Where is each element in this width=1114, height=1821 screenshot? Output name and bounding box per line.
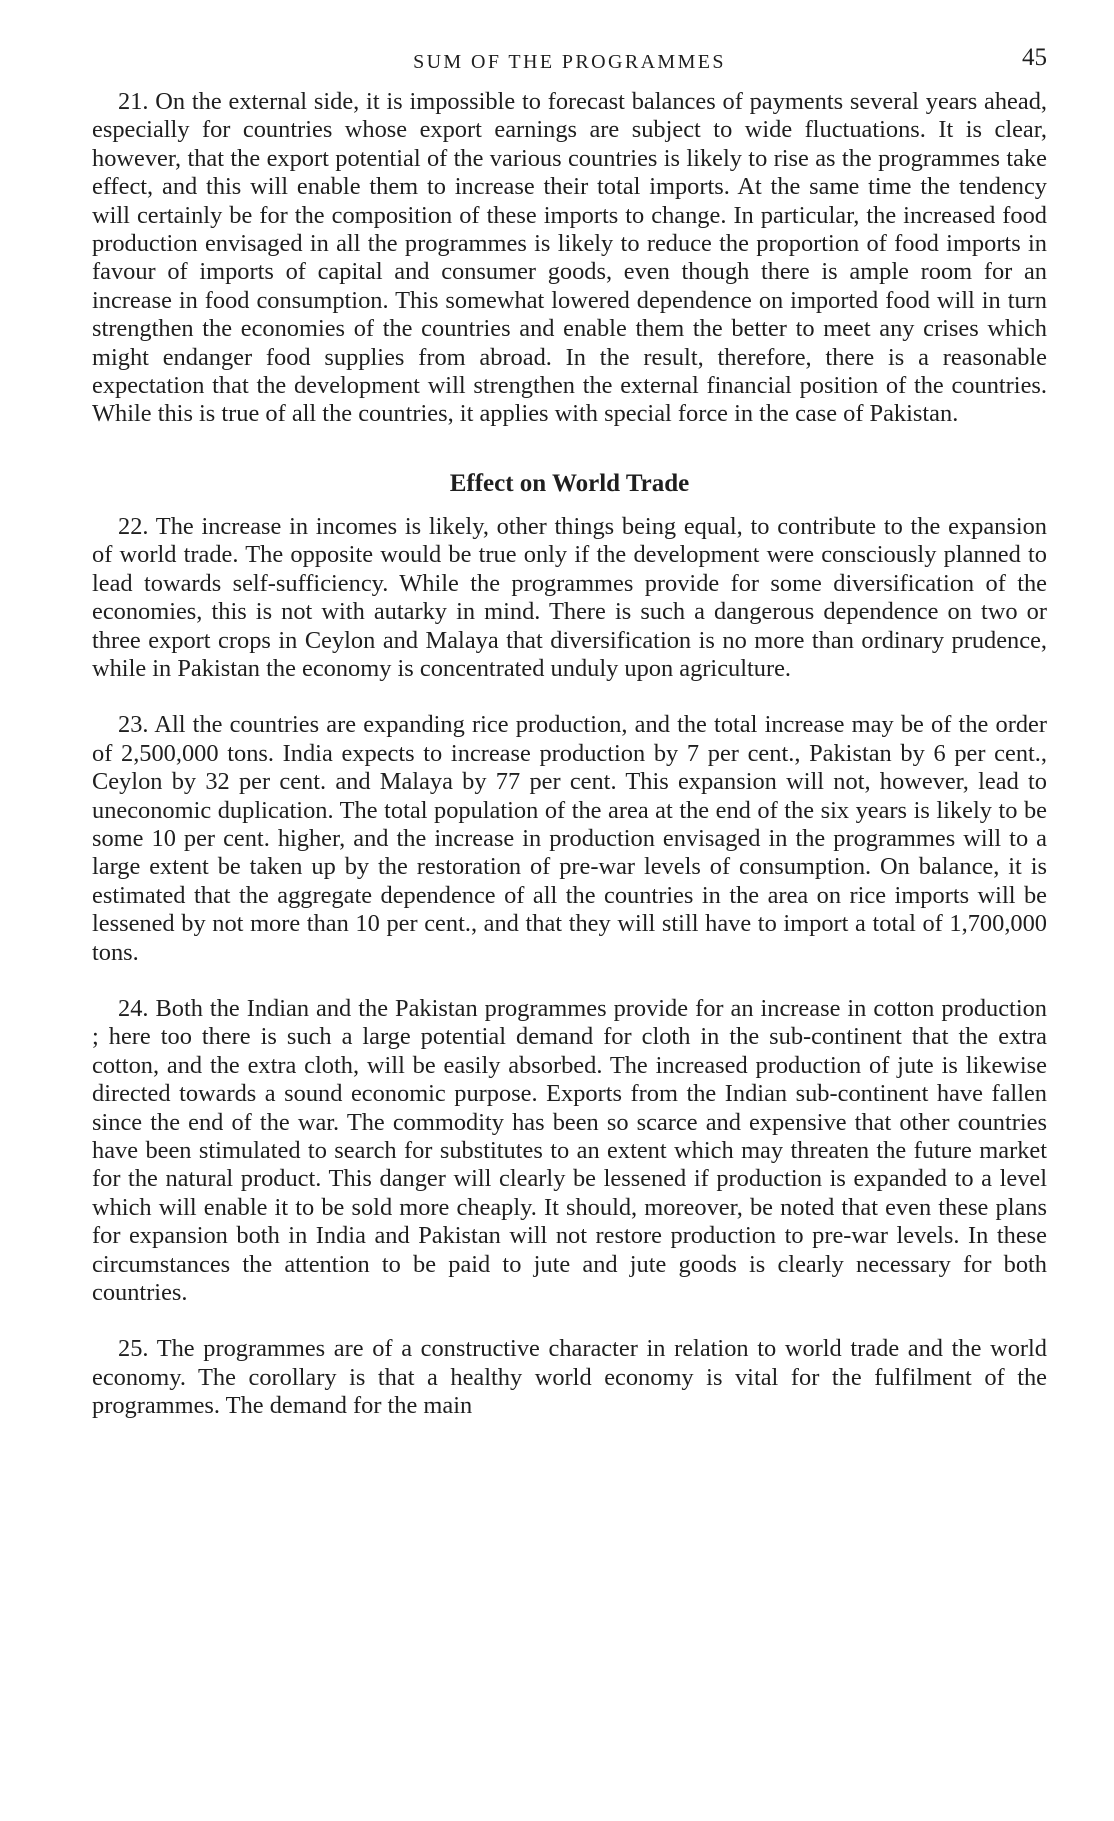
paragraph-21: 21. On the external side, it is impossible to forecast balances of payments several years ahead, especially for countries whose export earnings are subject to wide fluctuations. It is clear, however, that the export potential of the various countries is likely to rise as the programmes take effect, and this will enable them to increase their total imports. At the same time the tendency will certainly be for the composition of these imports to change. In particular, the increased food production envisaged in all the programmes is likely to reduce the proportion of food imports in favour of imports of capital and consumer goods, even though there is ample room for an increase in food consumption. This somewhat lowered dependence on imported food will in turn strengthen the economies of the countries and enable them the better to meet any crises which might endanger food supplies from abroad. In the result, therefore, there is a reasonable expectation that the development will strengthen the external financial position of the countries. While this is true of all the countries, it applies with special force in the case of Pakistan. bbox=[92, 88, 1047, 428]
page-number: 45 bbox=[1022, 44, 1047, 71]
running-header bbox=[92, 40, 1047, 74]
paragraph-23: 23. All the countries are expanding rice production, and the total increase may be of the order of 2,500,000 tons. India expects to increase production by 7 per cent., Pakistan by 6 per cent., Ceylon by 32 per cent. and Malaya by 77 per cent. This expansion will not, however, lead to uneconomic duplication. The total population of the area at the end of the six years is likely to be some 10 per cent. higher, and the increase in production envisaged in the programmes will to a large extent be taken up by the restoration of pre-war levels of consumption. On balance, it is estimated that the aggregate dependence of all the countries in the area on rice imports will be lessened by not more than 10 per cent., and that they will still have to import a total of 1,700,000 tons. bbox=[92, 711, 1047, 966]
section-heading: Effect on World Trade bbox=[449, 469, 690, 497]
paragraph-22: 22. The increase in incomes is likely, other things being equal, to contribute to the expansion of world trade. The opposite would be true only if the development were consciously planned to lead towards self-sufficiency. While the programmes provide for some diversification of the economies, this is not with autarky in mind. There is such a dangerous dependence on two or three export crops in Ceylon and Malaya that diversification is no more than ordinary prudence, while in Pakistan the economy is concentrated unduly upon agriculture. bbox=[92, 512, 1047, 682]
paragraph-24: 24. Both the Indian and the Pakistan programmes provide for an increase in cotton production ; here too there is such a large potential demand for cloth in the sub-continent that the extra cotton, and the extra cloth, will be easily absorbed. The increased production of jute is likewise directed towards a sound economic purpose. Exports from the Indian sub-continent have fallen since the end of the war. The commodity has been so scarce and expensive that other countries have been stimulated to search for substitutes to an extent which may threaten the future market for the natural product. This danger will clearly be lessened if production is expanded to a level which will enable it to be sold more cheaply. It should, moreover, be noted that even these plans for expansion both in India and Pakistan will not restore production to pre-war levels. In these circumstances the attention to be paid to jute and jute goods is clearly necessary for both countries. bbox=[92, 994, 1047, 1307]
paragraph-25: 25. The programmes are of a constructive character in relation to world trade and the world economy. The corollary is that a healthy world economy is vital for the fulfilment of the programmes. The demand for the main bbox=[92, 1335, 1047, 1420]
running-title: SUM OF THE PROGRAMMES bbox=[413, 51, 726, 73]
document-page bbox=[92, 40, 1047, 1421]
